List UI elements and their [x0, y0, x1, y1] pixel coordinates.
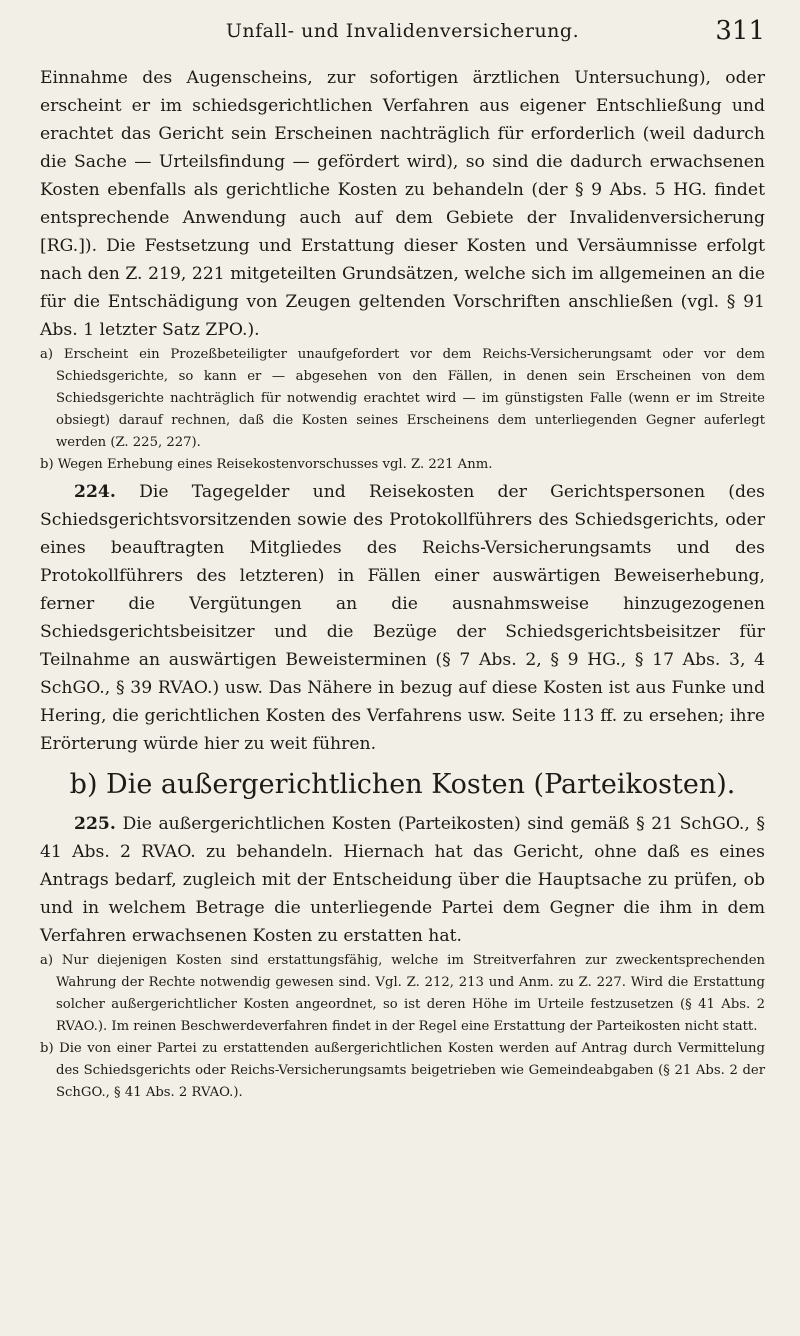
- section-225: [40, 810, 765, 950]
- section-heading: b) Die außergerichtlichen Kosten (Parteikosten).: [69, 769, 736, 800]
- footnote-b: b) Die von einer Partei zu erstattenden außergerichtlichen Kosten werden auf Antrag durch Vermittelung des Schiedsgerichts oder Reichs-Versicherungsamts beigetrieben wie Gemeindeabgaben (§ 21 Abs. 2 der SchGO., § 41 Abs. 2 RVAO.).: [40, 1041, 765, 1100]
- running-head: Unfall- und Invalidenversicherung.: [225, 20, 580, 42]
- section-number: 225.: [74, 814, 116, 834]
- section-number: 224.: [74, 482, 116, 502]
- page-number: 311: [715, 16, 765, 46]
- footnote-b: b) Wegen Erhebung eines Reisekostenvorschusses vgl. Z. 221 Anm.: [40, 457, 493, 472]
- footnote-a: a) Nur diejenigen Kosten sind erstattungsfähig, welche im Streitverfahren zur zweckentsprechenden Wahrung der Rechte notwendig gewesen sind. Vgl. Z. 212, 213 und Anm. zu Z. 227. Wird die Erstattung solcher außergerichtlicher Kosten angeordnet, so ist deren Höhe im Urteile festzusetzen (§ 41 Abs. 2 RVAO.). Im reinen Beschwerdeverfahren findet in der Regel eine Erstattung der Parteikosten nicht statt.: [40, 953, 765, 1034]
- footnote-a: a) Erscheint ein Prozeßbeteiligter unaufgefordert vor dem Reichs-Versicherungsamt oder vor dem Schiedsgerichte, so kann er — abgesehen von den Fällen, in denen sein Erscheinen von dem Schiedsgerichte nachträglich für notwendig erachtet wird — im günstigsten Falle (wenn er im Streite obsiegt) darauf rechnen, daß die Kosten seines Erscheinens dem unterliegenden Gegner auferlegt werden (Z. 225, 227).: [40, 347, 765, 450]
- section-text: Die außergerichtlichen Kosten (Parteikosten) sind gemäß § 21 SchGO., § 41 Abs. 2 RVAO. zu behandeln. Hiernach hat das Gericht, ohne daß es eines Antrags bedarf, zugleich mit der Entscheidung über die Hauptsache zu prüfen, ob und in welchem Betrage die unterliegende Partei dem Gegner die ihm in dem Verfahren erwachsenen Kosten zu erstatten hat.: [40, 814, 765, 946]
- paragraph-continued: Einnahme des Augenscheins, zur sofortigen ärztlichen Untersuchung), oder erscheint er im schiedsgerichtlichen Verfahren aus eigener Entschließung und erachtet das Gericht sein Erscheinen nachträglich für erforderlich (weil dadurch die Sache — Urteilsfindung — gefördert wird), so sind die dadurch erwachsenen Kosten ebenfalls als gerichtliche Kosten zu behandeln (der § 9 Abs. 5 HG. findet entsprechende Anwendung auch auf dem Gebiete der Invalidenversicherung [RG.]). Die Festsetzung und Erstattung dieser Kosten und Versäumnisse erfolgt nach den Z. 219, 221 mitgeteilten Grundsätzen, welche sich im allgemeinen an die für die Entschädigung von Zeugen geltenden Vorschriften anschließen (vgl. § 91 Abs. 1 letzter Satz ZPO.).: [40, 68, 765, 340]
- section-text: Die Tagegelder und Reisekosten der Gerichtspersonen (des Schiedsgerichtsvorsitzenden sowie des Protokollführers des Schiedsgerichts, oder eines beauftragten Mitgliedes des Reichs-Versicherungsamts und des Protokollführers des letzteren) in Fällen einer auswärtigen Beweiserhebung, ferner die Vergütungen an die ausnahmsweise hinzugezogenen Schiedsgerichtsbeisitzer und die Bezüge der Schiedsgerichtsbeisitzer für Teilnahme an auswärtigen Beweisterminen (§ 7 Abs. 2, § 9 HG., § 17 Abs. 3, 4 SchGO., § 39 RVAO.) usw. Das Nähere in bezug auf diese Kosten ist aus Funke und Hering, die gerichtlichen Kosten des Verfahrens usw. Seite 113 ff. zu ersehen; ihre Erörterung würde hier zu weit führen.: [40, 482, 765, 754]
- section-224: [40, 478, 765, 758]
- page-body: [40, 64, 765, 1104]
- page-header: [40, 16, 765, 56]
